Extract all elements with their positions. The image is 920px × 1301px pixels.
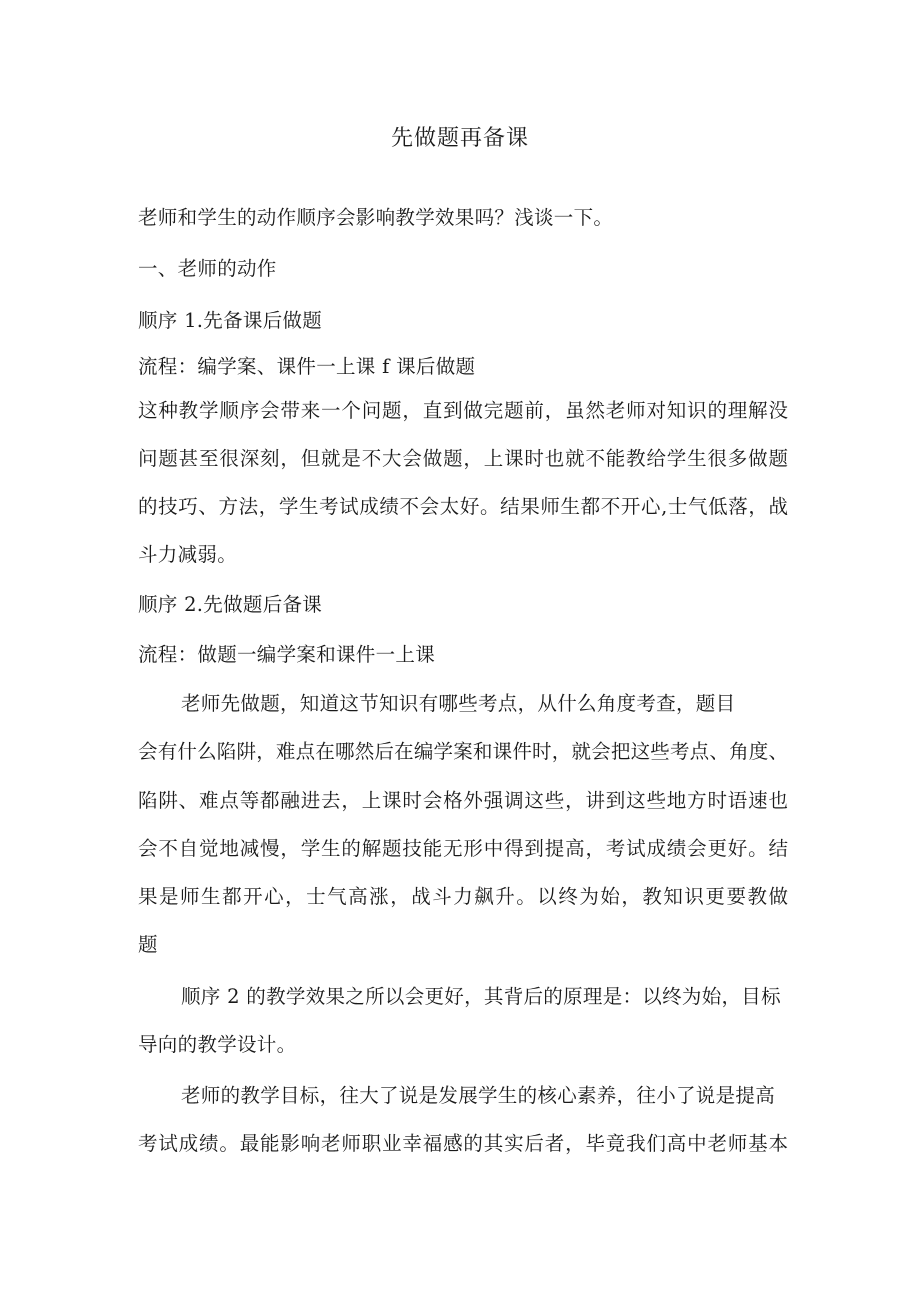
order1-heading: 顺序 1.先备课后做题 <box>138 309 323 332</box>
order2-body-line: 题 <box>138 933 158 956</box>
document-title: 先做题再备课 <box>390 126 529 151</box>
goal-line: 考试成绩。最能影响老师职业幸福感的其实后者，毕竟我们高中老师基本 <box>138 1132 788 1155</box>
order1-flow: 流程：编学案、课件一上课 f 课后做题 <box>138 355 476 378</box>
order2-flow: 流程：做题一编学案和课件一上课 <box>138 643 436 666</box>
order2-body-line: 会有什么陷阱，难点在哪然后在编学案和课件时，就会把这些考点、角度、 <box>138 740 788 763</box>
principle-line: 导向的教学设计。 <box>138 1033 297 1056</box>
order1-body-line: 的技巧、方法，学生考试成绩不会太好。结果师生都不开心,士气低落，战 <box>138 495 788 518</box>
order2-heading: 顺序 2.先做题后备课 <box>138 593 323 616</box>
principle-line: 顺序 2 的教学效果之所以会更好，其背后的原理是：以终为始，目标 <box>181 985 781 1008</box>
goal-line: 老师的教学目标，往大了说是发展学生的核心素养，往小了说是提高 <box>181 1084 776 1107</box>
order1-body-line: 斗力减弱。 <box>138 543 238 566</box>
order2-body-line: 果是师生都开心，士气高涨，战斗力飙升。以终为始，教知识更要教做 <box>138 885 788 908</box>
order1-body-line: 这种教学顺序会带来一个问题，直到做完题前，虽然老师对知识的理解没 <box>138 399 788 422</box>
order1-body-line: 问题甚至很深刻，但就是不大会做题，上课时也就不能教给学生很多做题 <box>138 447 788 470</box>
order2-body-line: 陷阱、难点等都融进去，上课时会格外强调这些，讲到这些地方时语速也 <box>138 789 788 812</box>
order2-body-line: 老师先做题，知道这节知识有哪些考点，从什么角度考查，题目 <box>181 692 736 715</box>
intro-paragraph: 老师和学生的动作顺序会影响教学效果吗？浅谈一下。 <box>138 206 614 229</box>
order2-body-line: 会不自觉地减慢，学生的解题技能无形中得到提高，考试成绩会更好。结 <box>138 837 788 860</box>
section-heading: 一、老师的动作 <box>138 257 277 280</box>
